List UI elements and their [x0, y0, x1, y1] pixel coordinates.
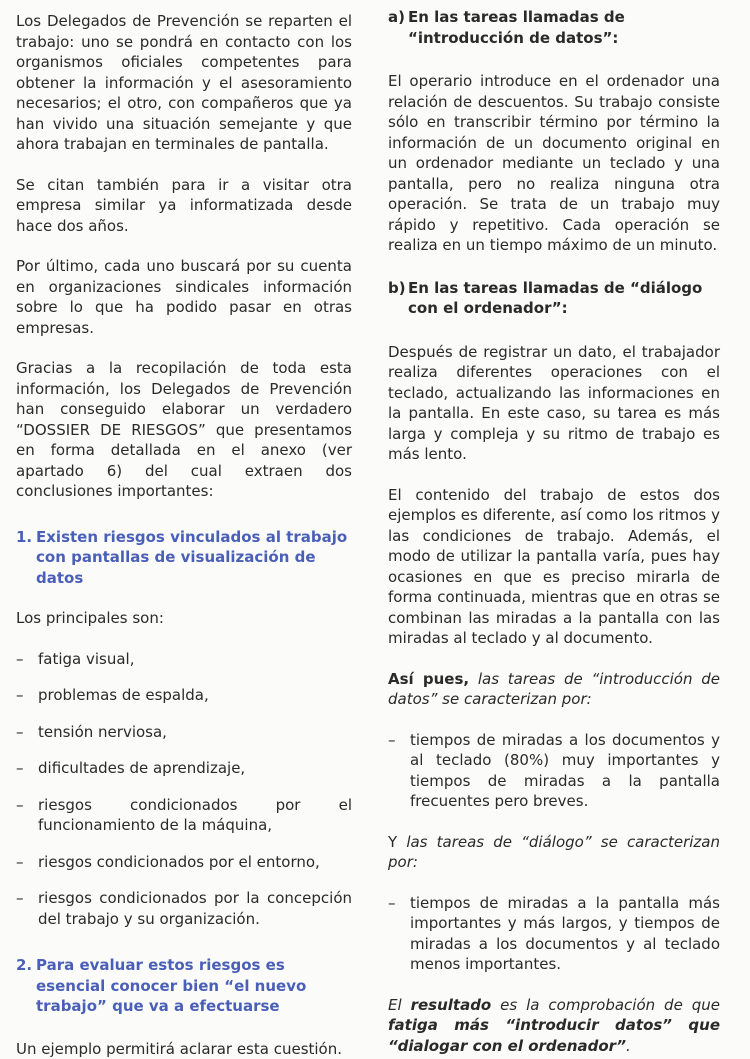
risk-item: – dificultades de aprendizaje,: [16, 758, 352, 779]
characteristic-item-introduccion: – tiempos de miradas a los documentos y al teclado (80%) muy importantes y tiempos de miradas a la pantalla frecuentes pero breves.: [388, 730, 720, 812]
section-heading-1: [16, 527, 352, 589]
risk-item: – riesgos condicionados por el funcionamiento de la máquina,: [16, 795, 352, 836]
left-column: [16, 0, 352, 1059]
paragraph-introduccion: El operario introduce en el ordenador una relación de descuentos. Su trabajo consiste sólo en transcribir término por término la información de un documento original en un ordenador mediante un teclado y una pantalla, pero no realiza ninguna otra operación. Se trata de un trabajo muy rápido y repetitivo. Cada operación se realiza en un tiempo máximo de un minuto.: [388, 71, 720, 256]
risk-item: – riesgos condicionados por la concepción del trabajo y su organización.: [16, 888, 352, 929]
risk-item: – tensión nerviosa,: [16, 722, 352, 743]
paragraph-asi-pues: Así pues, las tareas de “introducción de datos” se caracterizan por:: [388, 669, 720, 710]
subheading-a: [388, 7, 720, 48]
risk-item: – problemas de espalda,: [16, 685, 352, 706]
principales-label: Los principales son:: [16, 608, 352, 629]
section-number-2: 2.: [16, 955, 36, 1017]
paragraph-contenido: El contenido del trabajo de estos dos ejemplos es diferente, así como los ritmos y las condiciones de trabajo. Además, el modo de utilizar la pantalla varía, pues hay ocasiones en que es preciso mirarla de forma continuada, mientras que en otras se combinan las miradas a la pantalla con las miradas al teclado y al documento.: [388, 485, 720, 649]
subheading-b-title: En las tareas llamadas de “diálogo con el ordenador”:: [408, 278, 720, 319]
section-title-1: Existen riesgos vinculados al trabajo con pantallas de visualización de datos: [36, 527, 352, 589]
paragraph-por-ultimo: Por último, cada uno buscará por su cuenta en organizaciones sindicales información sobre lo que ha podido pasar en otras empresas.: [16, 256, 352, 338]
paragraph-ejemplo: Un ejemplo permitirá aclarar esta cuestión.: [16, 1039, 352, 1059]
characteristic-item-dialogo: – tiempos de miradas a la pantalla más importantes y más largos, y tiempos de miradas a los documentos y al teclado menos importantes.: [388, 893, 720, 975]
subheading-b: [388, 278, 720, 319]
section-title-2: Para evaluar estos riesgos es esencial conocer bien “el nuevo trabajo” que va a efectuarse: [36, 955, 352, 1017]
paragraph-dossier: Gracias a la recopilación de toda esta información, los Delegados de Prevención han conseguido elaborar un verdadero “DOSSIER DE RIESGOS” que presentamos en forma detallada en el anexo (ver apartado 6) del cual extraen dos conclusiones importantes:: [16, 358, 352, 502]
right-column: [388, 0, 720, 1056]
risk-item: – fatiga visual,: [16, 649, 352, 670]
subheading-a-label: a): [388, 7, 408, 48]
paragraph-resultado: El resultado es la comprobación de que fatiga más “introducir datos” que “dialogar con el ordenador”.: [388, 995, 720, 1057]
paragraph-delegados: Los Delegados de Prevención se reparten el trabajo: uno se pondrá en contacto con los organismos oficiales competentes para obtener la información y el asesoramiento necesarios; el otro, con compañeros que ya han vivido una situación semejante y que ahora trabajan en terminales de pantalla.: [16, 11, 352, 155]
risk-item: – riesgos condicionados por el entorno,: [16, 852, 352, 873]
subheading-a-title: En las tareas llamadas de “introducción de datos”:: [408, 7, 720, 48]
subheading-b-label: b): [388, 278, 408, 319]
section-heading-2: [16, 955, 352, 1017]
paragraph-dialogo: Después de registrar un dato, el trabajador realiza diferentes operaciones con el teclado, actualizando las informaciones en la pantalla. En este caso, su tarea es más larga y compleja y su ritmo de trabajo es más lento.: [388, 342, 720, 465]
section-number-1: 1.: [16, 527, 36, 589]
paragraph-visita: Se citan también para ir a visitar otra empresa similar ya informatizada desde hace dos años.: [16, 175, 352, 237]
paragraph-tareas-dialogo: Y las tareas de “diálogo” se caracterizan por:: [388, 832, 720, 873]
